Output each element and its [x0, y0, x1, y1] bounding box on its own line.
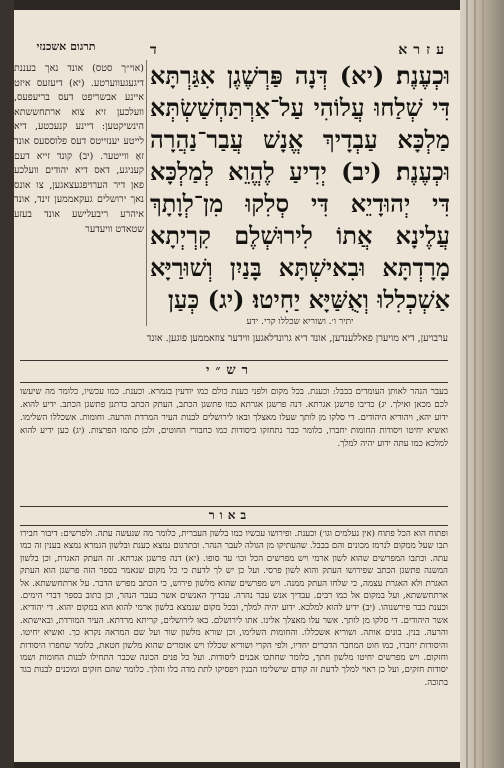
page-edge-line — [490, 0, 492, 768]
biur-commentary: ופתוח הוא הכל פתוח (אין נעלמים וגו׳) וכענת. ופירושו עכשיו כמו בלשון העברית, כלומר מה שנעשה עתה. ולפרשים: דיבור חבירו תבו שעל ממקום לנרמז מכונים והם בבבל. שהעתיקו מן הגולה לעבר הנהר. ובתרגום נמצא כענת ובלשון הגמרא נמצא בענין זה כמו עתה. וכתבו המפרשים שהוא לשון ארמי ויש מפרשים הכל וכו׳ עד סופו. (יא) דנה פרשגן אגרתא. זה העתק האגרת, וכן בלשון המשנה פתשגן הכתב שפירושו העתק והוא לשון פרסי. ועל כן יש לך לדעת כי כל מקום שנאמר בספר הזה פרשגן הוא העתק האגרת ולא האגרת עצמה, כי שלחו העתק ממנה. ויש מפרשים שהוא מלשון פירוש, כי הכתב מפרש הדבר. על ארתחששתא. אל ארתחששתא, ועל במקום אל כמו רבים. עבדיך אנש עבר נהרה. עבדיך האנשים אשר בעבר הנהר, וכן כתוב בספר דברי הימים. וכענת כבר פירשנוהו. (יב) ידיע להוא למלכא. ידוע יהיה למלך, ובכל מקום שנמצא בלשון ארמי להוא הוא במקום יהוא. די יהודיא. אשר היהודים. די סלקו מן לותך. אשר עלו מאצלך אלינו. אתו לירושלם. באו לירושלים, קריתא מרדתא. העיר המורדת, ובאישתא. והרעה. בנין. בונים אותה. ושוריא אשכללו. והחומות השלימו, וכן שורא מלשון שור ועל שם המראה נקרא כך. ואשיא יחיטו. והיסודות יחברו, כמו חוט המחבר הדברים יחדיו, ולפי הקרי ושוריא שכללו ויש אומרים שהוא מלשון חטאת, כלומר שחפרו היסודות וחזקום. ויש מפרשים יחיטו מלשון חתך, כלומר שחתכו אבנים ליסודות. ועל כל פנים הכונה שכבר התחילו לבנות החומות ושמו יסודות חזקים, ועל כן ראוי למלך לדעת זה קודם שישלימו הבנין ויפסיקו לתת מדה בלו והלך. כלומר שהם חזקים ומוכנים לבנות בגד בתוכה. — [20, 529, 448, 688]
page-edge-line — [466, 0, 468, 768]
translation-column-title: תרגום אשכנזי — [36, 40, 96, 53]
keri-ketiv-note: יתיר ו׳. ושוריא שכללו קרי. ידע — [246, 317, 354, 327]
section-rule — [20, 382, 448, 383]
page-edge-line — [474, 0, 476, 768]
section-rule — [20, 360, 448, 361]
yiddish-translation: (אוי״ך סטס) אונד נאך בעננת דיגעגעווערטע. (יא) דיעזעס איזט איינע אבשריפט דעס בריעפעס, וועלכען זיא צוא ארתחששתא הינשיקטען: דיינע קנעכטע, דיא לייטע יענזייטס דעס פלוססעס אונד זאָ ווייטער. (יב) קונד זייא דעם קעניגע, דאס דיא יהודים וועלכע פאן דיר הערויפגעצאגען, צו אונס נאך ירושלים געקאממען זינד, אונד איהרע ריבעלישע אונד בעזע שטאדט וויעדער — [14, 63, 144, 235]
biur-title: באור — [208, 508, 252, 522]
book-name: עזרא — [398, 42, 450, 58]
section-rule — [20, 525, 448, 526]
yiddish-translation-continued: ערבויען, דיא מויערן פאללענדען, אונד דיא גרונדלאגען ווידער צוזאממען פוגען. אונד — [146, 333, 448, 344]
rashi-title: רש״י — [206, 363, 254, 378]
biblical-text: וּכְעֶנֶת׃ (יא) דְּנָה פַּרְשֶׁגֶן אִגַּרְתָּא דִּי שְׁלַחוּ עֲלוֹהִי עַל־אַרְתַּחְשַׁשְׂתְּא מַלְכָּא עַבְדָיךְ אֱנָשׁ עֲבַר־נַהֲרָה וּכְעֶנֶת׃ (יב) יְדִיעַ לֶהֱוֵא לְמַלְכָּא דִּי יְהוּדָיֵא דִּי סְלִקוּ מִן־לְוָתָךְ עֲלֶינָא אֲתוֹ לִירוּשְׁלֶם קִרְיְתָא מָרָדְתָּא וּבִאישְׁתָּא בָּנַיִן וְשׁוּרַיָּא אַשְׁכְלִלוּ וְאֻשַּׁיָּא יַחִיטוּ׃ (יג) כְּעַן — [150, 61, 450, 314]
rashi-commentary: בעבר הנהר לאותן העומדים בבבל: וכענת. בכל מקום ולפני כענת כולם כמו יודעין בגמרא. וכענת. כמו עכשיו, כלומר מה שיעשו לכם מכאן ואילך. יג) כדיבו פרשגן אגרתא. דנה פרשגן אגרתא כמו פתשגן הכתב, העתק הכתב כדתנן פתשגן הכתב. ידיע להוא. ידוע יהא, ויהודיא היהודים. די סלקו מן לותך שעלו מאצלך ובאו לירושלים לבנות העיר המרדת והרעה. וחומות. אשכללו השלימו. ואשיא יחיטו ויסודות החומות יחברו, כלומר כבר נתחזקו ביסודות כמו כחבורי החוטים, ולכן סתמו הפרצות. (יג) כען ידיע להוא למלכא כמו עתה ידוע יהיה למלך. — [20, 387, 448, 450]
running-header — [150, 42, 450, 58]
book-gutter — [0, 0, 14, 768]
chapter-number: ד — [150, 42, 163, 58]
book-page-edges — [460, 0, 504, 768]
column-divider — [146, 60, 147, 326]
section-rule — [20, 506, 448, 507]
page-edge-line — [482, 0, 484, 768]
